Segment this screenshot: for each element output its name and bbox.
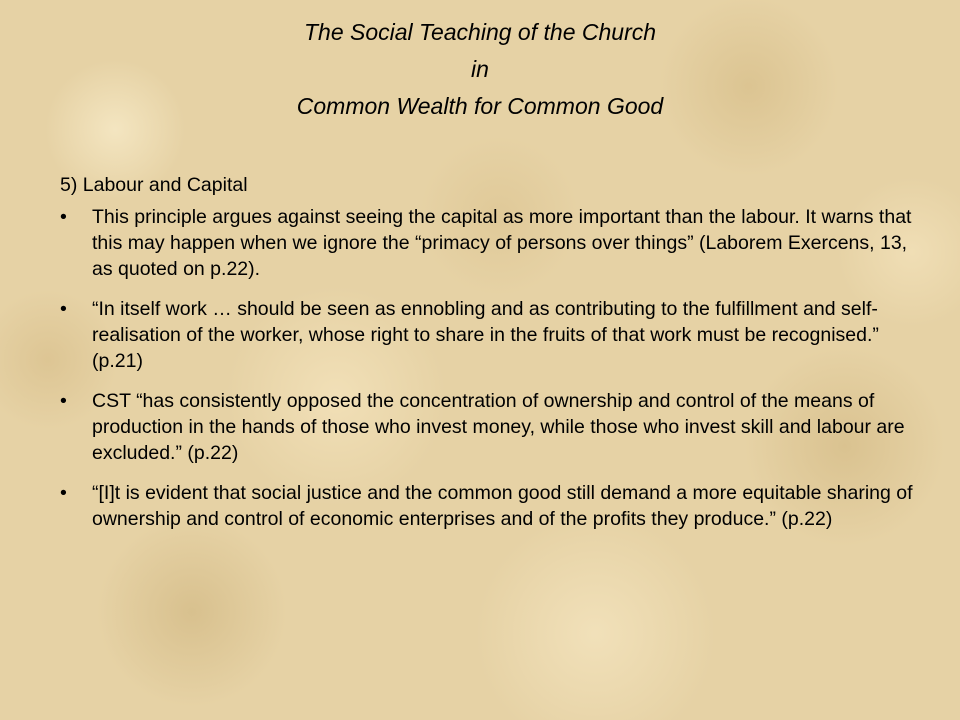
section-heading: 5) Labour and Capital bbox=[60, 174, 248, 196]
bullet-marker: • bbox=[60, 482, 67, 504]
bullet-text: CST “has consistently opposed the concentration of ownership and control of the means of production in the hands of those who invest money, while those who invest skill and labour are excluded.” (p.22) bbox=[92, 390, 905, 464]
bullet-list bbox=[60, 204, 922, 532]
bullet-item bbox=[60, 388, 922, 466]
bullet-text: “In itself work … should be seen as ennobling and as contributing to the fulfillment and self-realisation of the worker, whose right to share in the fruits of that work must be recognised.” (p.21) bbox=[92, 298, 879, 372]
slide-body bbox=[60, 172, 922, 546]
bullet-item bbox=[60, 204, 922, 282]
bullet-item bbox=[60, 480, 922, 532]
slide-title bbox=[0, 14, 960, 125]
bullet-marker: • bbox=[60, 298, 67, 320]
bullet-text: “[I]t is evident that social justice and the common good still demand a more equitable sharing of ownership and control of economic enterprises and of the profits they produce.” (p.22) bbox=[92, 482, 913, 530]
title-line-1: The Social Teaching of the Church bbox=[303, 19, 657, 45]
bullet-text: This principle argues against seeing the capital as more important than the labour. It warns that this may happen when we ignore the “primacy of persons over things” (Laborem Exercens, 13, as quoted on p.22). bbox=[92, 206, 912, 280]
title-line-3: Common Wealth for Common Good bbox=[296, 93, 664, 119]
bullet-marker: • bbox=[60, 206, 67, 228]
title-line-2: in bbox=[471, 56, 489, 82]
bullet-item bbox=[60, 296, 922, 374]
bullet-marker: • bbox=[60, 390, 67, 412]
